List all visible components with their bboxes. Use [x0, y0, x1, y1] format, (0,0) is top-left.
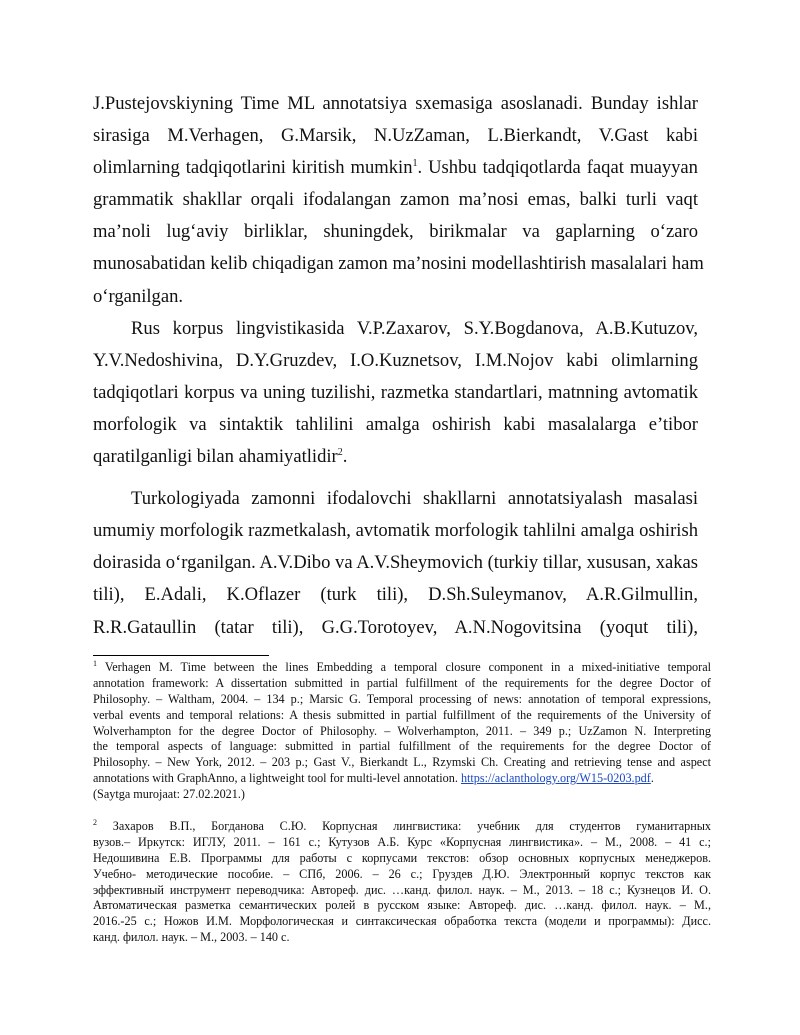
document-body [93, 88, 704, 644]
footnote-text: Verhagen M. Time between the lines Embedding a temporal closure component in a mixed-initiative temporal [104, 660, 712, 674]
text-line: tadqiqotlari korpus va uning tuzilishi, razmetka standartlari, matnning avtomatik [93, 381, 698, 403]
footnote-line: вузов.– Иркутск: ИГЛУ, 2011. – 161 с.; Кутузов А.Б. Курс «Корпусная лингвистика». – М., 2008. – 41 с.; [93, 834, 711, 849]
footnote-text: . [650, 771, 654, 786]
footnote-2 [93, 819, 711, 946]
footnote-line: Philosophy. – Waltham, 2004. – 134 p.; Marsic G. Temporal processing of news: annotation of temporal expressions, [93, 691, 711, 706]
footnote-line: Учебно- методические пособие. – СПб, 2006. – 26 с.; Груздев Д.Ю. Электронный корпус текстов как [93, 866, 711, 881]
footnote-line: annotation framework: A dissertation submitted in partial fulfillment of the requirements for the degree Doctor of [93, 675, 711, 690]
reference-link[interactable]: https://aclanthology.org/W15-0203.pdf [460, 771, 651, 786]
footnote-line: Недошивина Е.В. Программы для работы с корпусами текстов: обзор основных корпусных менеджеров. [93, 850, 711, 865]
text-line: ma’noli lug‘aviy birliklar, shuningdek, birikmalar va gaplarning o‘zaro [93, 221, 698, 243]
footnote-line: эффективный инструмент переводчика: Автореф. дис. …канд. филол. наук. – М., 2013. – 18 с.; Кузнецов И. О. [93, 882, 711, 897]
footnote-line: Philosophy. – New York, 2012. – 203 p.; Gast V., Bierkandt L., Rzymski Ch. Creating and retrieving tense and aspect [93, 755, 711, 770]
footnote-line [93, 771, 711, 787]
footnote-marker: 2 [93, 817, 97, 827]
paragraph-2 [93, 313, 698, 473]
text-fragment: . Ushbu tadqiqotlarda faqat muayyan [417, 157, 698, 179]
text-line: Y.V.Nedoshivina, D.Y.Gruzdev, I.O.Kuznetsov, I.M.Nojov kabi olimlarning [93, 349, 698, 371]
text-fragment: qaratilganligi bilan ahamiyatlidir [93, 446, 338, 468]
text-line [93, 152, 698, 184]
text-fragment: . [342, 446, 348, 468]
text-line: morfologik va sintaktik tahlilini amalga oshirish kabi masalalarga e’tibor [93, 413, 698, 435]
paragraph-1 [93, 88, 704, 313]
text-fragment: olimlarning tadqiqotlarini kiritish mumkin [93, 157, 413, 179]
footnote-line: 2016.-25 с.; Ножов И.М. Морфологическая и синтаксическая обработка текста (модели и программы): Дисс. [93, 914, 711, 929]
footnote-separator [93, 655, 269, 656]
footnote-marker: 1 [93, 658, 97, 668]
text-line: tili), E.Adali, K.Oflazer (turk tili), D.Sh.Suleymanov, A.R.Gilmullin, [93, 584, 698, 606]
footnote-line: (Saytga murojaat: 27.02.2021.) [93, 787, 245, 802]
text-line: grammatik shakllar orqali ifodalangan zamon ma’nosi emas, balki turli vaqt [93, 189, 698, 211]
footnote-1 [93, 660, 711, 803]
footnote-text: Захаров В.П., Богданова С.Ю. Корпусная лингвистика: учебник для студентов гуманитарных [112, 819, 712, 833]
text-line [93, 441, 698, 473]
text-line: sirasiga M.Verhagen, G.Marsik, N.UzZaman, L.Bierkandt, V.Gast kabi [93, 125, 698, 147]
footnote-line: канд. филол. наук. – М., 2003. – 140 с. [93, 930, 290, 945]
text-line: umumiy morfologik razmetkalash, avtomatik morfologik tahlilni amalga oshirish [93, 520, 698, 542]
paragraph-3 [93, 483, 698, 643]
footnote-text: annotations with GraphAnno, a lightweight tool for multi-level annotation. [93, 771, 461, 786]
footnote-ref-1[interactable]: 1 [412, 158, 418, 169]
footnote-ref-2[interactable]: 2 [337, 446, 343, 458]
text-line: doirasida o‘rganilgan. A.V.Dibo va A.V.Sheymovich (turkiy tillar, xususan, xakas [93, 552, 699, 574]
text-line: munosabatidan kelib chiqadigan zamon ma’nosini modellashtirish masalalari ham [93, 253, 704, 275]
footnote-line: Автоматическая разметка семантических ролей в русском языке: Автореф. дис. …канд. филол. наук. – М., [93, 898, 711, 913]
footnote-line [93, 660, 711, 676]
text-line: Rus korpus lingvistikasida V.P.Zaxarov, S.Y.Bogdanova, A.B.Kutuzov, [131, 317, 698, 339]
footnote-line: verbal events and temporal relations: A thesis submitted in partial fulfillment of the requirements of the University of [93, 707, 711, 722]
text-line: Turkologiyada zamonni ifodalovchi shakllarni annotatsiyalash masalasi [131, 488, 698, 510]
text-line: J.Pustejovskiyning Time ML annotatsiya sxemasiga asoslanadi. Bunday ishlar [93, 93, 698, 114]
footnote-line: the temporal aspects of language: submitted in partial fulfillment of the requirements for the degree Doctor of [93, 739, 711, 754]
text-line: R.R.Gataullin (tatar tili), G.G.Torotoyev, A.N.Nogovitsina (yoqut tili), [93, 616, 698, 638]
footnote-line: Wolverhampton for the degree Doctor of Philosophy. – Wolverhampton, 2011. – 349 p.; UzZamon N. Interpreting [93, 723, 711, 738]
footnote-line [93, 819, 711, 835]
text-line: o‘rganilgan. [93, 285, 184, 307]
